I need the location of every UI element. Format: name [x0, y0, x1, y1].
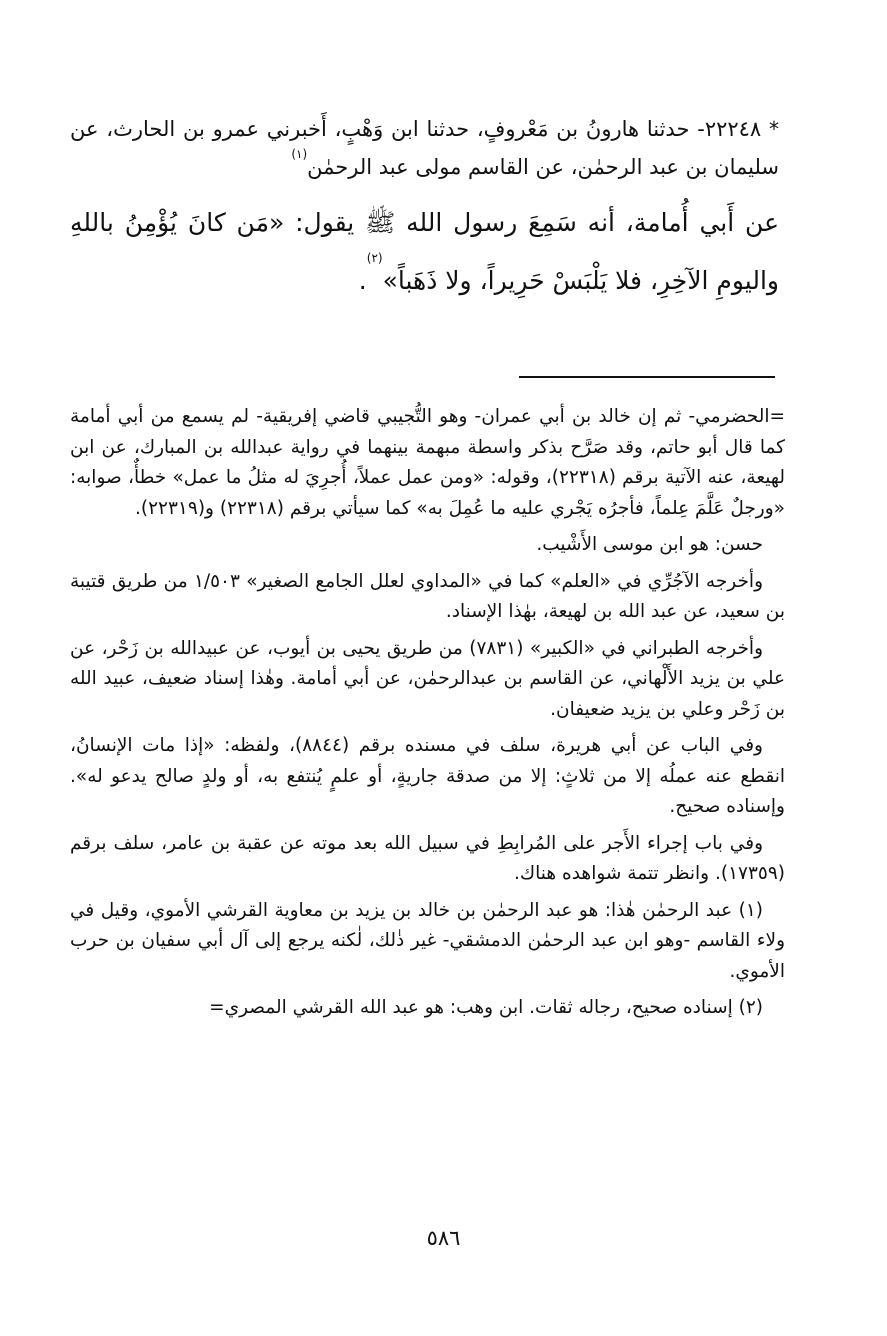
hadith-text-body: عن أَبي أُمامة، أنه سَمِعَ رسول الله ﷺ يقول: «مَن كانَ يُؤْمِنُ باللهِ واليومِ الآخِرِ، فلا يَلْبَسْ حَرِيراً، ولا ذَهَباً»	[70, 208, 779, 295]
page-number: ٥٨٦	[426, 1226, 461, 1250]
hadith-chain-text: - حدثنا هارونُ بن مَعْروفٍ، حدثنا ابن وَهْبٍ، أَخبرني عمرو بن الحارث، عن سليمان بن عبد الرحمٰن، عن القاسم مولى عبد الرحمٰن	[70, 117, 779, 179]
footnote-paragraph: =الحضرمي- ثم إن خالد بن أبي عمران- وهو التُّجيبي قاضي إفريقية- لم يسمع من أبي أمامة كما قال أبو حاتم، وقد صَرَّح بذكر واسطة مبهمة بينهما في رواية عبدالله بن المبارك، عن ابن لهيعة، عنه الآتية برقم (٢٢٣١٨)، وقوله: «ومن عمل عملاً، أُجرِيَ له مثلُ ما عمل» خطأٌ، صوابه: «ورجلٌ عَلَّمَ عِلماً، فأجرُه يَجْري عليه ما عُمِلَ به» كما سيأتي برقم (٢٢٣١٨) و(٢٢٣١٩).	[70, 406, 785, 519]
footnote-ref-1: (١)	[291, 147, 308, 161]
footnote-paragraph: وأخرجه الطبراني في «الكبير» (٧٨٣١) من طريق يحيى بن أيوب، عن عبيدالله بن زَحْر، عن علي بن يزيد الأَلْهاني، عن القاسم بن عبدالرحمٰن، عن أبي أمامة. وهٰذا إسناد ضعيف، عبيد الله بن زَحْر وعلي بن يزيد ضعيفان.	[70, 637, 785, 720]
asterisk-marker: *	[769, 117, 780, 141]
footnote-2: (٢) إسناده صحيح، رجاله ثقات. ابن وهب: هو عبد الله القرشي المصري=	[209, 997, 763, 1018]
footnote-1: (١) عبد الرحمٰن هٰذا: هو عبد الرحمٰن بن خالد بن يزيد بن معاوية القرشي الأموي، وقيل في ولاء القاسم -وهو ابن عبد الرحمٰن الدمشقي- غير ذٰلك، لٰكنه يرجع إلى آل أبي سفيان بن حرب الأموي.	[70, 899, 785, 982]
footnote-separator	[519, 376, 775, 378]
hadith-text	[70, 194, 779, 310]
hadith-chain-of-narration	[70, 110, 779, 186]
footnote-paragraph: وفي باب إجراء الأَجر على المُرابِطِ في سبيل الله بعد موته عن عقبة بن عامر، سلف برقم (١٧٣٥٩). وانظر تتمة شواهده هناك.	[70, 832, 785, 884]
footnote-paragraph: حسن: هو ابن موسى الأَشْيب.	[536, 534, 763, 555]
hadith-number: ٢٢٢٤٨	[704, 117, 762, 141]
footnotes-section	[70, 402, 785, 1030]
footnote-paragraph: وأخرجه الآجُرِّي في «العلم» كما في «المداوي لعلل الجامع الصغير» ١/٥٠٣ من طريق قتيبة بن سعيد، عن عبد الله بن لهيعة، بهٰذا الإسناد.	[70, 570, 785, 622]
hadith-entry	[70, 110, 779, 310]
footnote-paragraph: وفي الباب عن أبي هريرة، سلف في مسنده برقم (٨٨٤٤)، ولفظه: «إذا مات الإنسانُ، انقطع عنه عملُه إلا من ثلاثٍ: إلا من صدقة جاريةٍ، أو علمٍ يُنتفع به، أو ولدٍ صالح يدعو له». وإسناده صحيح.	[70, 735, 785, 817]
footnote-ref-2: (٢)	[366, 251, 383, 265]
hadith-text-end: .	[358, 266, 367, 295]
